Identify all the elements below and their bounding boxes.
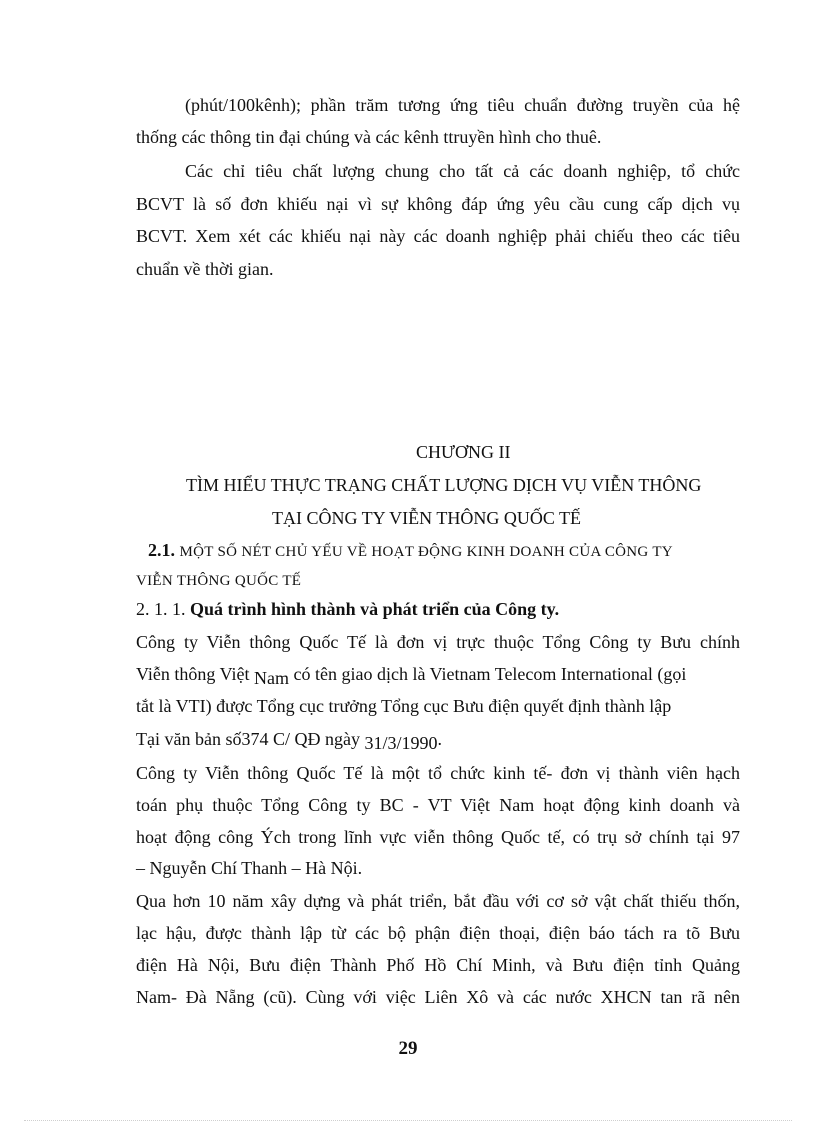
section-heading bbox=[148, 539, 740, 563]
body-text-line: BCVT. Xem xét các khiếu nại này các doanh nghiệp phải chiếu theo các tiêu bbox=[136, 226, 740, 246]
page-number: 29 bbox=[398, 1038, 418, 1059]
body-text-line: thống các thông tin đại chúng và các kênh ttruyền hình cho thuê. bbox=[136, 127, 602, 147]
chapter-title: TẠI CÔNG TY VIỄN THÔNG QUỐC TẾ bbox=[272, 508, 581, 528]
body-text-line: lạc hậu, được thành lập từ các bộ phận điện thoại, điện báo tách ra tõ Bưu bbox=[136, 923, 740, 943]
body-text-line: BCVT là số đơn khiếu nại vì sự không đáp ứng yêu cầu cung cấp dịch vụ bbox=[136, 194, 740, 214]
subsection-heading bbox=[136, 598, 740, 620]
text-span: . bbox=[437, 729, 442, 749]
body-text-line bbox=[136, 728, 740, 753]
text-span: Tại văn bản số374 C/ QĐ ngày bbox=[136, 729, 360, 749]
body-text-line: Qua hơn 10 năm xây dựng và phát triển, bắt đầu với cơ sở vật chất thiếu thốn, bbox=[136, 891, 740, 911]
section-number: 2.1. bbox=[148, 540, 175, 560]
body-text-line: Nam- Đà Nẵng (cũ). Cùng với việc Liên Xô và các nước XHCN tan rã nên bbox=[136, 987, 740, 1007]
subsection-number: 2. 1. 1. bbox=[136, 599, 186, 619]
body-text-line bbox=[136, 663, 740, 688]
body-text-line: chuẩn về thời gian. bbox=[136, 259, 274, 279]
body-text-line: – Nguyễn Chí Thanh – Hà Nội. bbox=[136, 858, 363, 878]
body-text-line: Công ty Viễn thông Quốc Tế là một tổ chức kinh tế- đơn vị thành viên hạch bbox=[136, 763, 740, 783]
body-text-line: hoạt động công Ých trong lĩnh vực viễn thông Quốc tế, có trụ sở chính tại 97 bbox=[136, 827, 740, 847]
body-text-line: Các chỉ tiêu chất lượng chung cho tất cả các doanh nghiệp, tổ chức bbox=[185, 161, 740, 181]
text-span: có tên giao dịch là Vietnam Telecom International (gọi bbox=[293, 664, 687, 684]
section-title: VIỄN THÔNG QUỐC TẾ bbox=[136, 573, 302, 589]
body-text-line: Công ty Viễn thông Quốc Tế là đơn vị trực thuộc Tổng Công ty Bưu chính bbox=[136, 632, 740, 652]
text-span: Nam bbox=[254, 668, 289, 688]
section-title: MỘT SỐ NÉT CHỦ YẾU VỀ HOẠT ĐỘNG KINH DOANH CỦA CÔNG TY bbox=[179, 544, 673, 560]
chapter-label: CHƯƠNG II bbox=[416, 442, 511, 462]
body-text-line: tắt là VTI) được Tổng cục trưởng Tổng cục Bưu điện quyết định thành lập bbox=[136, 696, 672, 716]
subsection-title: Quá trình hình thành và phát triển của Công ty. bbox=[190, 599, 560, 619]
body-text-line: điện Hà Nội, Bưu điện Thành Phố Hồ Chí Minh, và Bưu điện tỉnh Quảng bbox=[136, 955, 740, 975]
page-bottom-rule bbox=[24, 1120, 792, 1121]
text-span: 31/3/1990 bbox=[364, 733, 438, 753]
text-span: Viễn thông Việt bbox=[136, 664, 250, 684]
chapter-title: TÌM HIỂU THỰC TRẠNG CHẤT LƯỢNG DỊCH VỤ VIỄN THÔNG bbox=[186, 475, 702, 495]
body-text-line: (phút/100kênh); phần trăm tương ứng tiêu chuẩn đường truyền của hệ bbox=[185, 95, 740, 115]
body-text-line: toán phụ thuộc Tổng Công ty BC - VT Việt Nam hoạt động kinh doanh và bbox=[136, 795, 740, 815]
